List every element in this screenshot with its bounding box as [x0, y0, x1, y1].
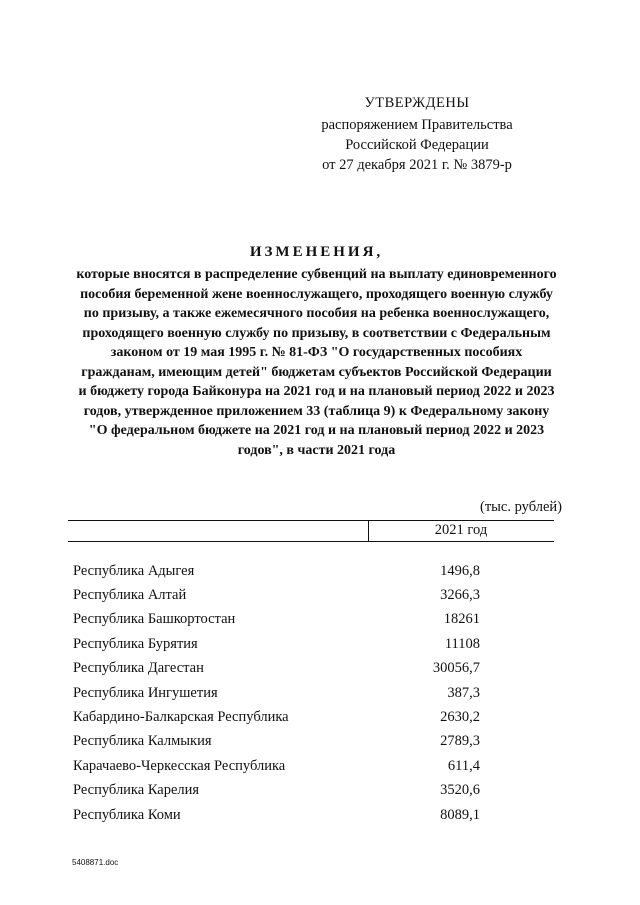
region-value: 30056,7 — [432, 660, 480, 677]
table-row — [68, 705, 554, 729]
heading-body: которые вносятся в распределение субвенций на выплату единовременного пособия беременной жене военнослужащего, проходящего военную службу по призыву, а также ежемесячного пособия на ребенка военнослужащего, проходящего военную службу по призыву, в соответствии с Федеральным законом от 19 мая 1995 г. № 81-ФЗ "О государственных пособиях гражданам, имеющим детей" бюджетам субъектов Российской Федерации и бюджету города Байконура на 2021 год и на плановый период 2022 и 2023 годов, утвержденное приложением 33 (таблица 9) к Федеральному закону "О федеральном бюджете на 2021 год и на плановый период 2022 и 2023 годов", в части 2021 года — [76, 267, 557, 458]
table-row — [68, 632, 554, 656]
region-value: 18261 — [443, 611, 480, 628]
region-name: Республика Карелия — [73, 782, 200, 799]
region-name: Республика Ингушетия — [73, 684, 218, 701]
approval-block — [282, 93, 552, 175]
table-row — [68, 657, 554, 681]
table-row — [68, 681, 554, 705]
region-value: 2630,2 — [440, 709, 480, 726]
units-label: (тыс. рублей) — [480, 499, 562, 515]
table-row — [68, 803, 554, 827]
approval-line-2: Российской Федерации — [345, 137, 489, 153]
region-name: Республика Дагестан — [73, 660, 204, 677]
document-heading — [68, 242, 565, 460]
approval-title: УТВЕРЖДЕНЫ — [364, 95, 470, 111]
subsidy-table — [68, 520, 554, 827]
heading-title: ИЗМЕНЕНИЯ, — [249, 244, 384, 260]
region-value: 2789,3 — [440, 733, 480, 750]
table-row — [68, 608, 554, 632]
table-row — [68, 583, 554, 607]
table-header — [68, 520, 554, 542]
region-value: 11108 — [444, 635, 480, 652]
region-value: 611,4 — [447, 757, 480, 774]
region-value: 387,3 — [447, 684, 480, 701]
region-value: 3520,6 — [440, 782, 480, 799]
table-row — [68, 779, 554, 803]
region-name: Республика Башкортостан — [73, 611, 236, 628]
table-row — [68, 559, 554, 583]
table-body — [68, 559, 554, 827]
region-name: Республика Калмыкия — [73, 733, 212, 750]
document-id: 5408871.doc — [72, 858, 119, 867]
region-name: Республика Коми — [73, 806, 181, 823]
column-header-year: 2021 год — [434, 522, 488, 538]
approval-line-3: от 27 декабря 2021 г. № 3879-р — [322, 157, 512, 173]
table-row — [68, 754, 554, 778]
region-value: 3266,3 — [440, 587, 480, 604]
table-row — [68, 730, 554, 754]
region-name: Республика Бурятия — [73, 635, 198, 652]
region-value: 1496,8 — [440, 562, 480, 579]
region-name: Кабардино-Балкарская Республика — [73, 709, 289, 726]
region-name: Республика Алтай — [73, 587, 187, 604]
region-value: 8089,1 — [440, 806, 480, 823]
approval-line-1: распоряжением Правительства — [321, 117, 513, 133]
region-name: Карачаево-Черкесская Республика — [73, 757, 286, 774]
region-name: Республика Адыгея — [73, 562, 195, 579]
